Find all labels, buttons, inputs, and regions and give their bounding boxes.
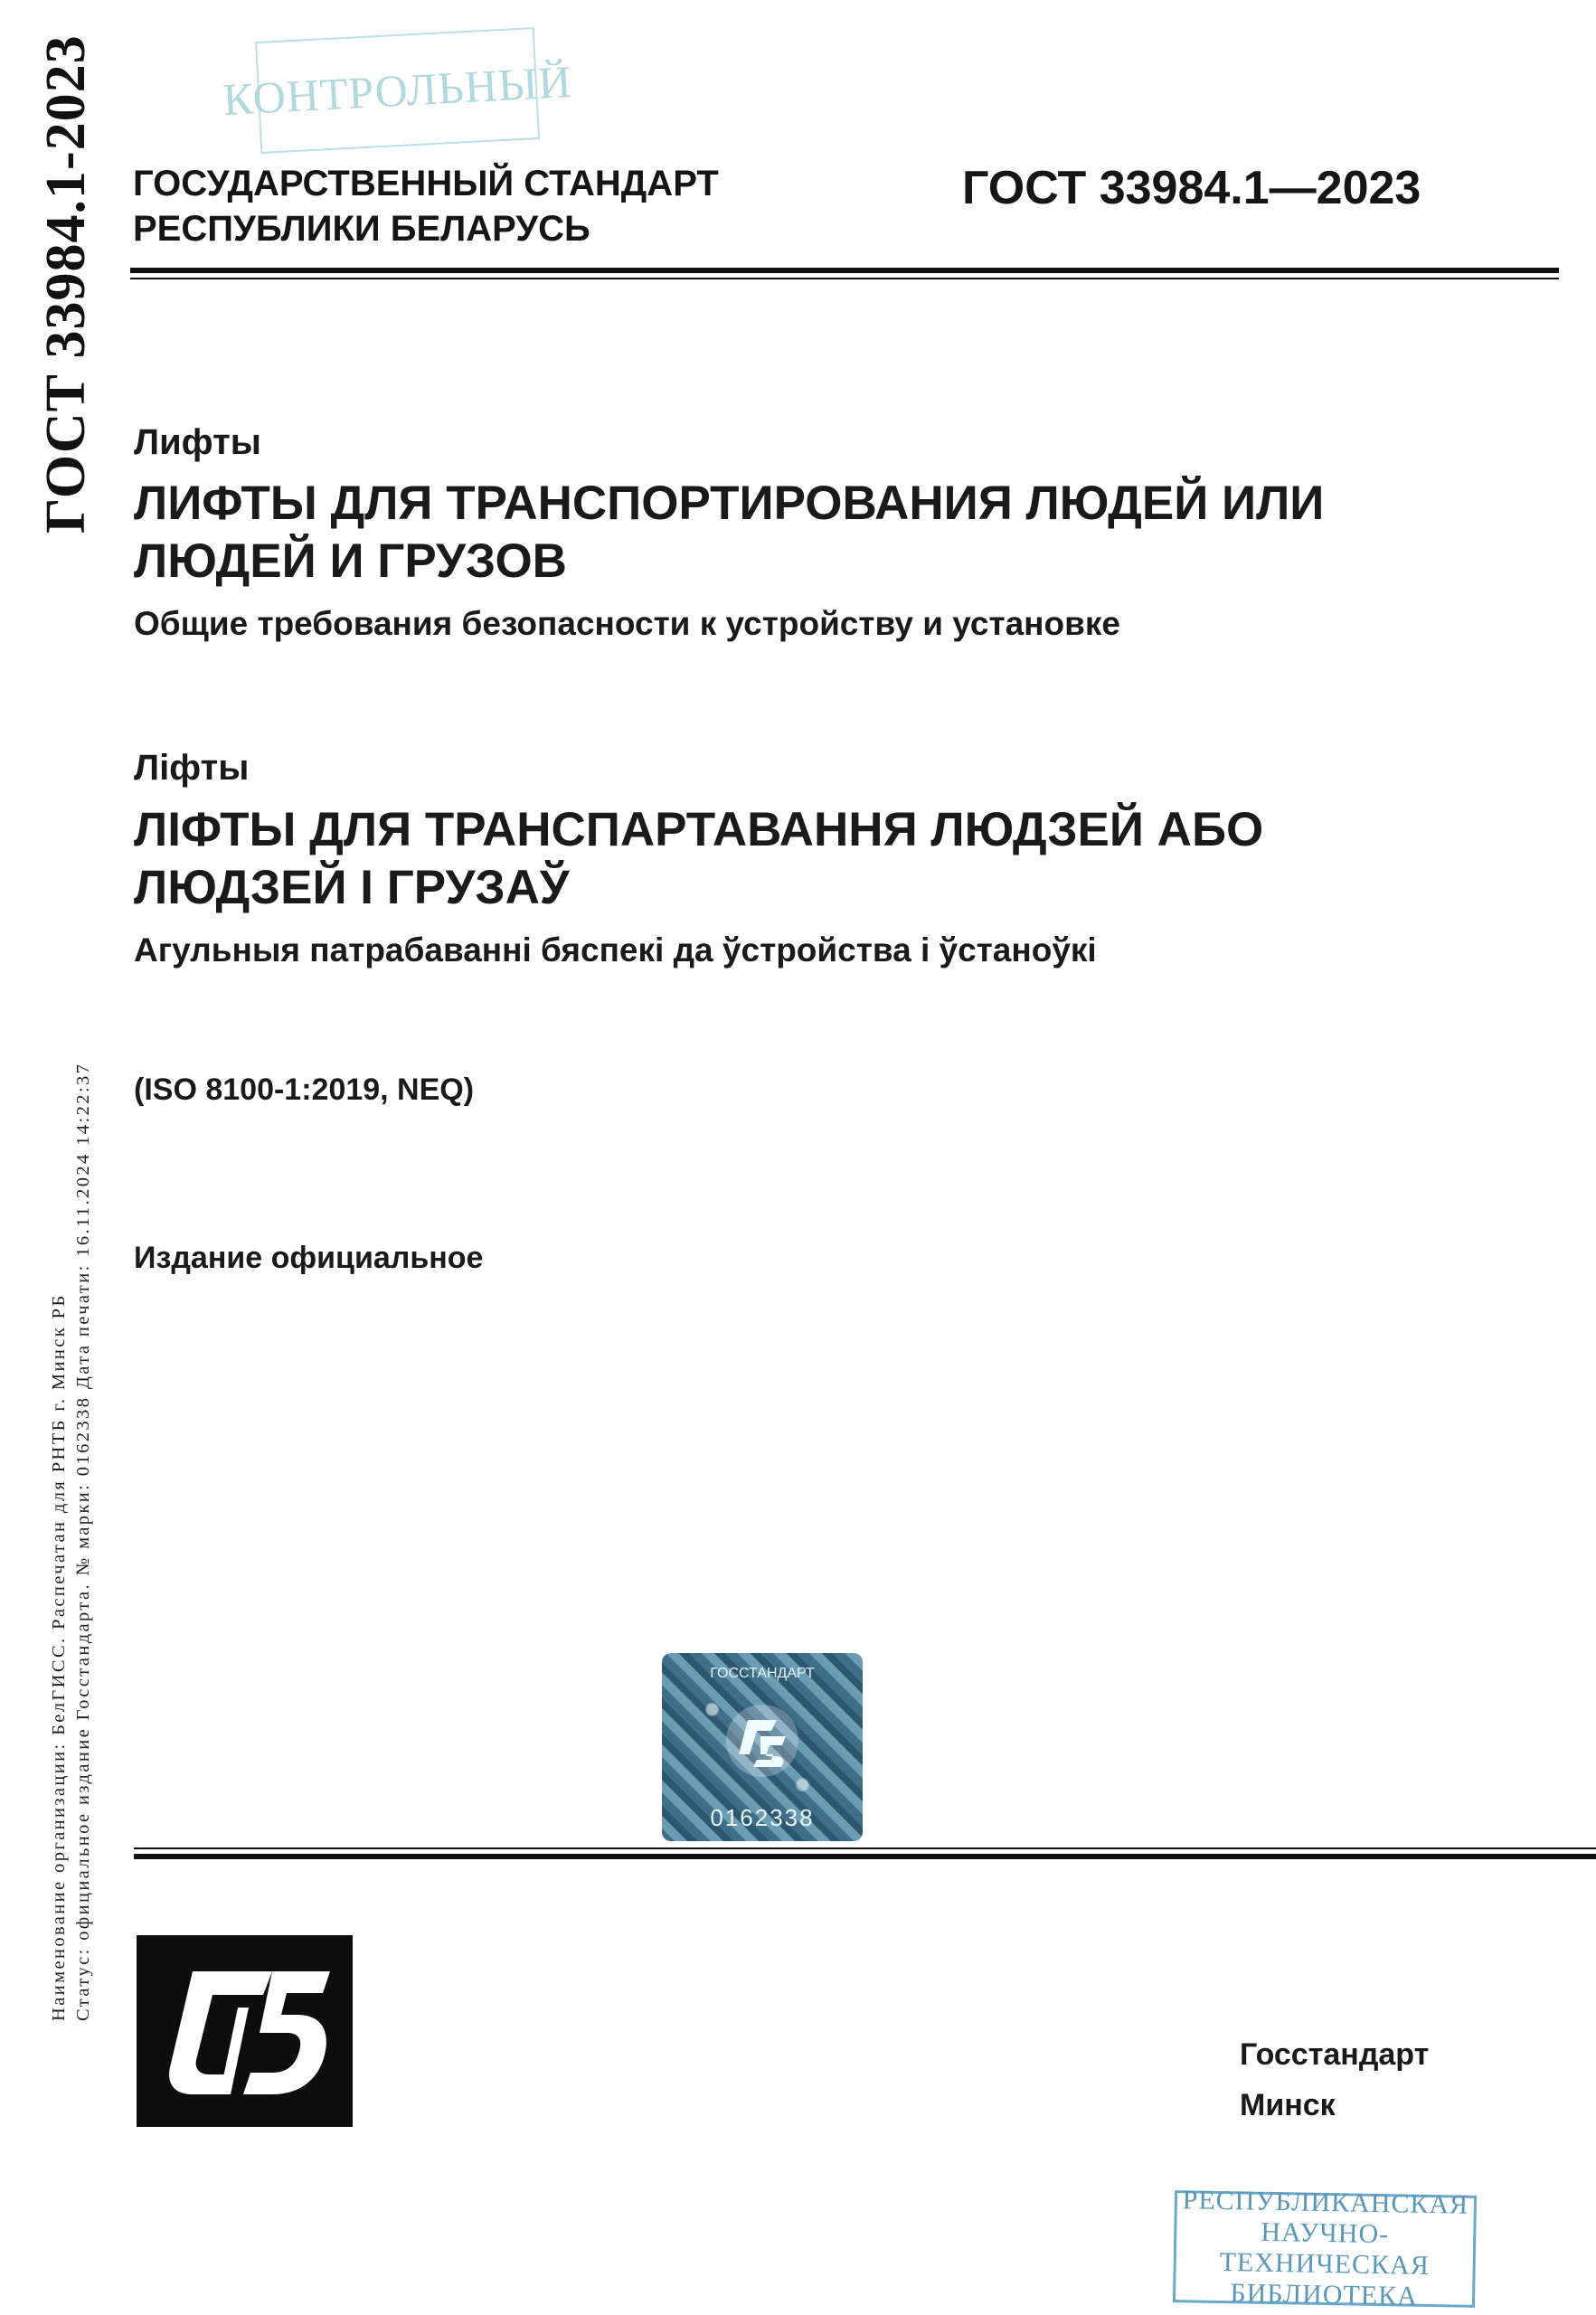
hologram-security-mark bbox=[662, 1653, 863, 1841]
hologram-emblem-icon bbox=[717, 1700, 807, 1781]
russian-title-line1: ЛИФТЫ ДЛЯ ТРАНСПОРТИРОВАНИЯ ЛЮДЕЙ ИЛИ bbox=[134, 477, 1325, 530]
library-stamp bbox=[1173, 2185, 1477, 2311]
control-copy-stamp-text: КОНТРОЛЬНЫЙ bbox=[222, 55, 573, 126]
hologram-label: ГОССТАНДАРТ bbox=[710, 1666, 815, 1681]
issuing-authority-line1: ГОСУДАРСТВЕННЫЙ СТАНДАРТ bbox=[133, 164, 719, 203]
control-copy-stamp bbox=[222, 27, 573, 154]
edition-note: Издание официальное bbox=[134, 1241, 484, 1275]
spine-standard-code: ГОСТ 33984.1-2023 bbox=[35, 34, 97, 534]
publisher-city: Минск bbox=[1240, 2088, 1336, 2122]
footer-rule-thick bbox=[134, 1854, 1596, 1859]
footer-rule-thin bbox=[134, 1847, 1596, 1849]
library-stamp-line3: БИБЛИОТЕКА bbox=[1230, 2278, 1419, 2311]
belarusian-subtitle: Агульныя патрабаванні бяспекі да ўстройства і ўстаноўкі bbox=[134, 931, 1097, 969]
standards-logo bbox=[137, 1935, 353, 2127]
header-rule-thick bbox=[130, 268, 1559, 273]
publisher-name: Госстандарт bbox=[1240, 2037, 1430, 2072]
header-rule-thin bbox=[130, 278, 1559, 279]
issuing-authority bbox=[133, 161, 719, 251]
russian-label: Лифты bbox=[134, 422, 261, 462]
library-stamp-line1: РЕСПУБЛИКАНСКАЯ bbox=[1182, 2185, 1469, 2220]
print-info-organization: Наименование организации: БелГИСС. Распечатан для РНТБ г. Минск РБ bbox=[49, 1293, 69, 2021]
stb-logo-icon bbox=[137, 1935, 353, 2127]
russian-title-line2: ЛЮДЕЙ И ГРУЗОВ bbox=[134, 534, 567, 588]
belarusian-label: Ліфты bbox=[134, 748, 250, 788]
standard-code: ГОСТ 33984.1—2023 bbox=[962, 162, 1421, 214]
publisher bbox=[1240, 2029, 1429, 2131]
russian-title bbox=[134, 475, 1324, 591]
library-stamp-line2: НАУЧНО-ТЕХНИЧЕСКАЯ bbox=[1219, 2216, 1431, 2282]
russian-subtitle: Общие требования безопасности к устройству и установке bbox=[134, 605, 1120, 642]
belarusian-title-line1: ЛІФТЫ ДЛЯ ТРАНСПАРТАВАННЯ ЛЮДЗЕЙ АБО bbox=[134, 803, 1264, 856]
belarusian-title bbox=[134, 801, 1263, 917]
iso-reference: (ISO 8100-1:2019, NEQ) bbox=[134, 1072, 475, 1107]
hologram-number: 0162338 bbox=[710, 1804, 815, 1831]
issuing-authority-line2: РЕСПУБЛИКИ БЕЛАРУСЬ bbox=[133, 209, 590, 249]
belarusian-title-line2: ЛЮДЗЕЙ І ГРУЗАЎ bbox=[134, 861, 570, 914]
print-info-status: Статус: официальное издание Госстандарта. № марки: 0162338 Дата печати: 16.11.2024 14:22:37 bbox=[73, 1062, 93, 2021]
